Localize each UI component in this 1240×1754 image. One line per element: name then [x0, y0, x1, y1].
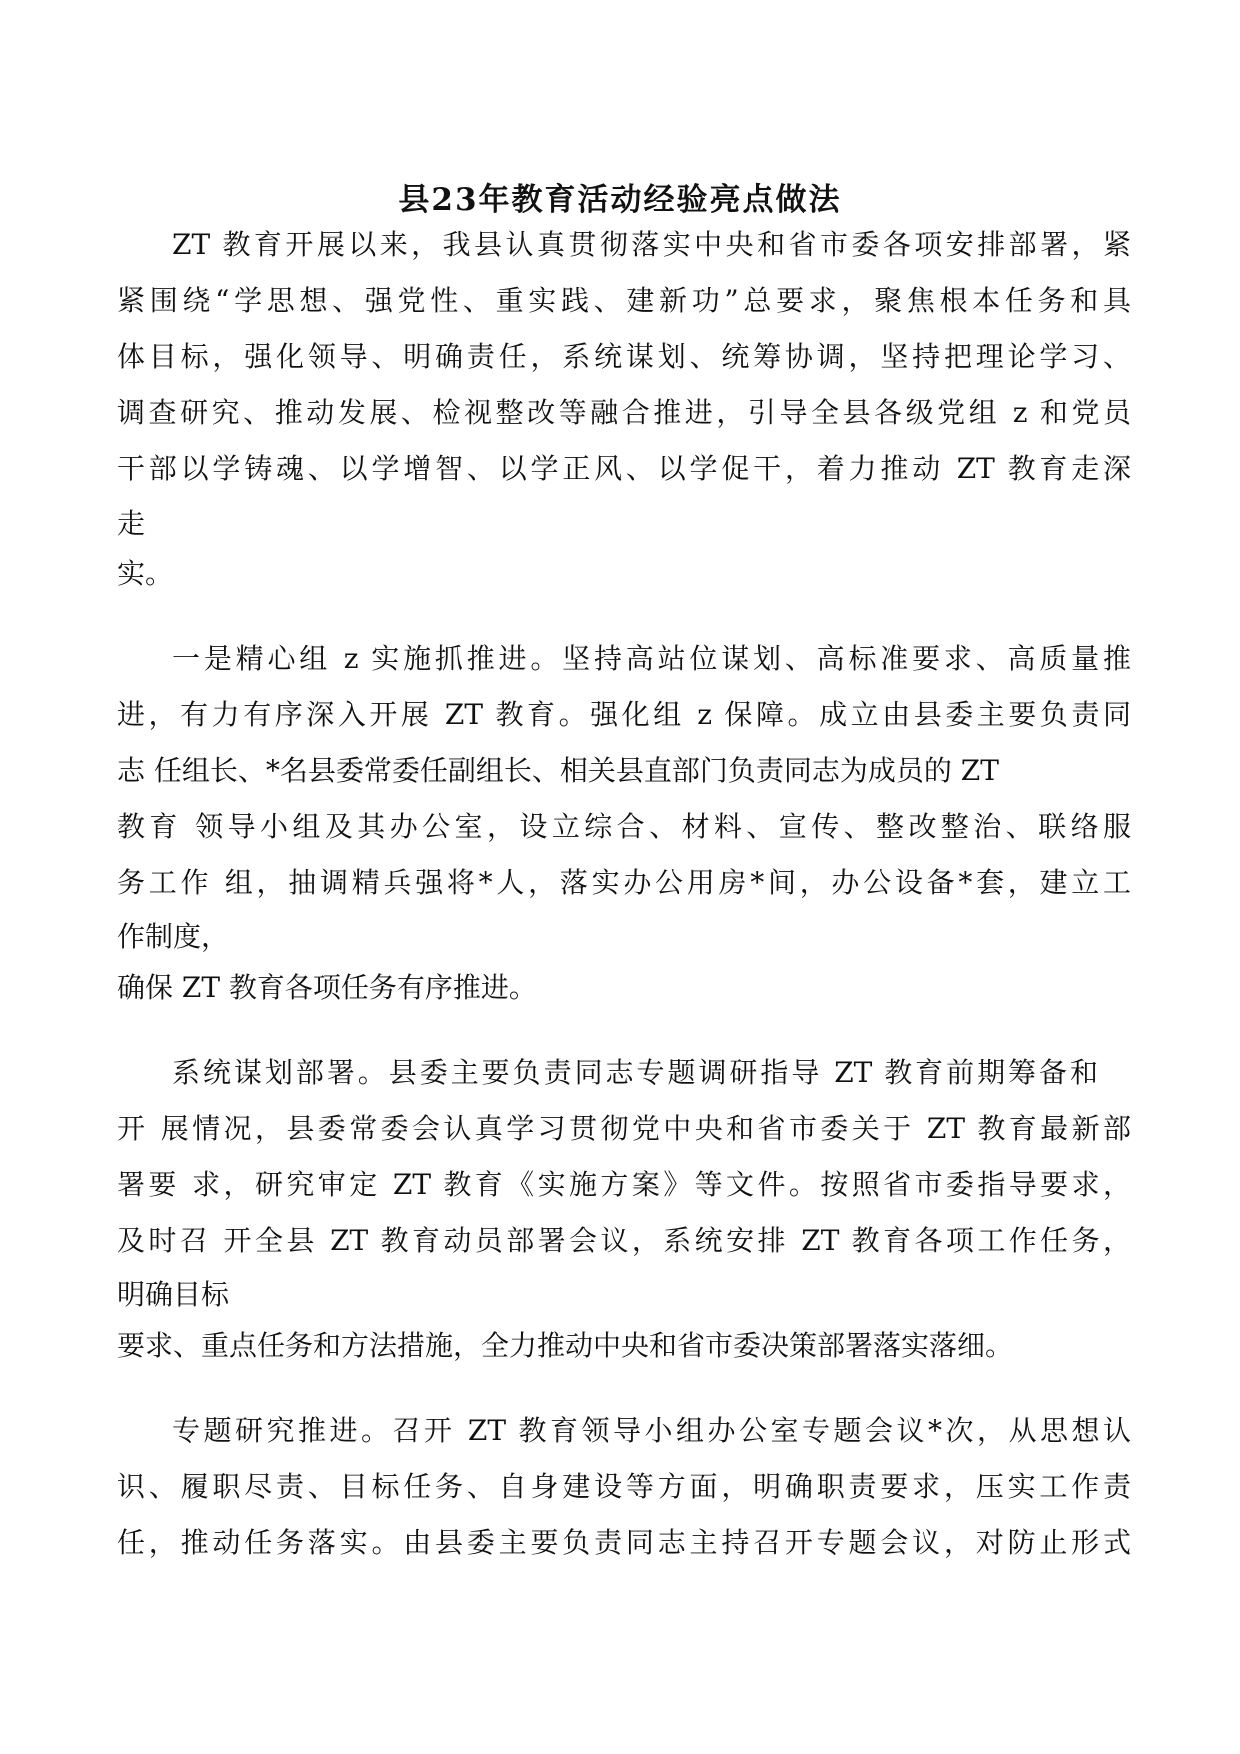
paragraph-2-line-7: 确保 ZT 教育各项任务有序推进。 [117, 971, 537, 1004]
paragraph-1-line-1: ZT 教育开展以来，我县认真贯彻落实中央和省市委各项安排部署，紧 [172, 228, 1131, 261]
paragraph-2-line-1: 一是精心组 z 实施抓推进。坚持高站位谋划、高标准要求、高质量推 [172, 642, 1131, 675]
paragraph-4-line-2: 识、履职尽责、目标任务、自身建设等方面，明确职责要求，压实工作责 [117, 1470, 1131, 1503]
paragraph-2-line-4: 教育 领导小组及其办公室，设立综合、材料、宣传、整改整治、联络服 [117, 810, 1131, 843]
paragraph-4-line-3: 任，推动任务落实。由县委主要负责同志主持召开专题会议，对防止形式 [117, 1526, 1131, 1559]
paragraph-2-line-3: 志 任组长、*名县委常委任副组长、相关县直部门负责同志为成员的 ZT [117, 754, 999, 787]
paragraph-4-line-1: 专题研究推进。召开 ZT 教育领导小组办公室专题会议*次，从思想认 [172, 1414, 1131, 1447]
paragraph-3-line-6: 要求、重点任务和方法措施，全力推动中央和省市委决策部署落实落细。 [117, 1329, 1014, 1362]
paragraph-3-line-4: 及时召 开全县 ZT 教育动员部署会议，系统安排 ZT 教育各项工作任务， [117, 1224, 1131, 1257]
paragraph-2-line-2: 进，有力有序深入开展 ZT 教育。强化组 z 保障。成立由县委主要负责同 [117, 698, 1131, 731]
paragraph-2-line-5: 务工作 组，抽调精兵强将*人，落实办公用房*间，办公设备*套，建立工 [117, 866, 1131, 899]
paragraph-1-line-6: 走 [117, 507, 146, 540]
paragraph-1-line-2: 紧围绕“学思想、强党性、重实践、建新功”总要求，聚焦根本任务和具 [117, 284, 1131, 317]
paragraph-2-line-6: 作制度， [117, 920, 230, 953]
paragraph-1-line-4: 调查研究、推动发展、检视整改等融合推进，引导全县各级党组 z 和党员 [117, 396, 1131, 429]
paragraph-1-line-5: 干部以学铸魂、以学增智、以学正风、以学促干，着力推动 ZT 教育走深 [117, 452, 1131, 485]
paragraph-3-line-2: 开 展情况，县委常委会认真学习贯彻党中央和省市委关于 ZT 教育最新部 [117, 1112, 1131, 1145]
document-title: 县23年教育活动经验亮点做法 [398, 182, 842, 218]
paragraph-3-line-5: 明确目标 [117, 1278, 230, 1311]
paragraph-1-line-7: 实。 [117, 557, 174, 590]
paragraph-1-line-3: 体目标，强化领导、明确责任，系统谋划、统筹协调，坚持把理论学习、 [117, 340, 1131, 373]
paragraph-3-line-1: 系统谋划部署。县委主要负责同志专题调研指导 ZT 教育前期筹备和 [172, 1056, 1098, 1089]
paragraph-3-line-3: 署要 求，研究审定 ZT 教育《实施方案》等文件。按照省市委指导要求， [117, 1168, 1131, 1201]
